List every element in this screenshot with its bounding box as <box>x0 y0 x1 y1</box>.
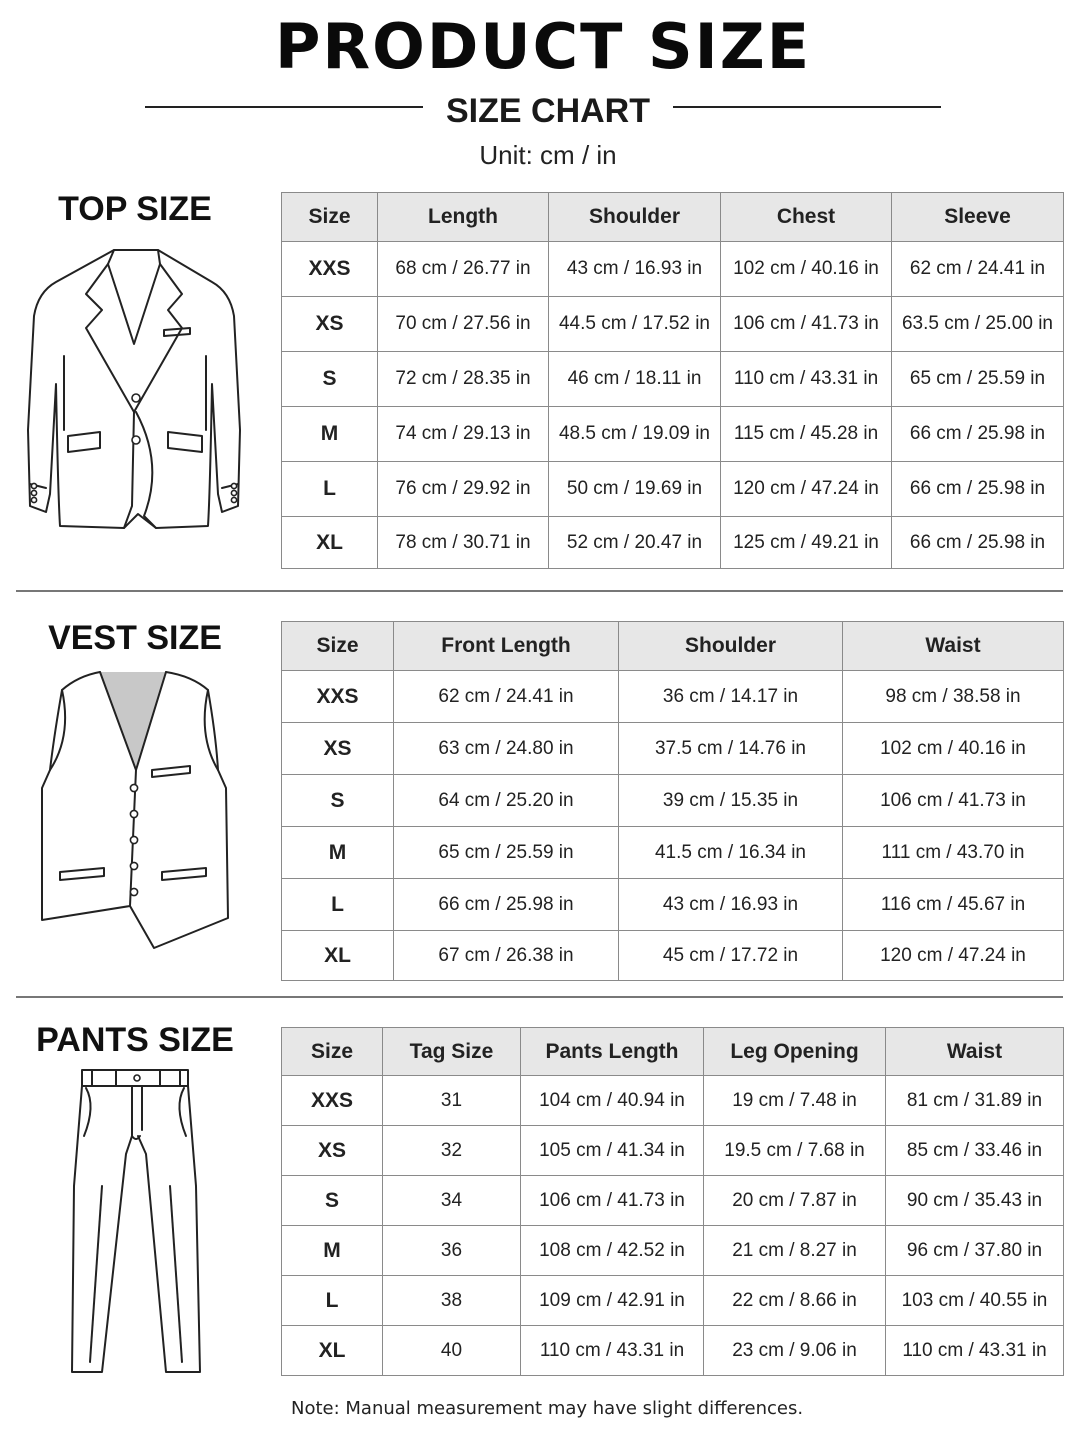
chart-subtitle: SIZE CHART <box>446 92 650 130</box>
waist-cell: 96 cm / 37.80 in <box>886 1226 1064 1276</box>
chest-cell: 120 cm / 47.24 in <box>721 462 892 517</box>
table-row <box>282 1126 1064 1176</box>
waist-cell: 98 cm / 38.58 in <box>843 671 1064 723</box>
size-cell: L <box>282 462 378 517</box>
waist-cell: 102 cm / 40.16 in <box>843 723 1064 775</box>
pants-length-cell: 105 cm / 41.34 in <box>521 1126 704 1176</box>
table-row <box>282 931 1064 981</box>
vest-header-size: Size <box>282 622 394 671</box>
top-size-table <box>281 192 1064 569</box>
length-cell: 78 cm / 30.71 in <box>378 517 549 569</box>
size-cell: XS <box>282 297 378 352</box>
tag-size-cell: 40 <box>383 1326 521 1376</box>
tag-size-cell: 34 <box>383 1176 521 1226</box>
tag-size-cell: 32 <box>383 1126 521 1176</box>
waist-cell: 90 cm / 35.43 in <box>886 1176 1064 1226</box>
size-cell: M <box>282 407 378 462</box>
chest-cell: 106 cm / 41.73 in <box>721 297 892 352</box>
pants-length-cell: 108 cm / 42.52 in <box>521 1226 704 1276</box>
vest-header-shoulder: Shoulder <box>619 622 843 671</box>
pants-length-cell: 110 cm / 43.31 in <box>521 1326 704 1376</box>
vest-header-front-length: Front Length <box>394 622 619 671</box>
waist-cell: 110 cm / 43.31 in <box>886 1326 1064 1376</box>
front-length-cell: 63 cm / 24.80 in <box>394 723 619 775</box>
sleeve-cell: 63.5 cm / 25.00 in <box>892 297 1064 352</box>
length-cell: 76 cm / 29.92 in <box>378 462 549 517</box>
pants-length-cell: 104 cm / 40.94 in <box>521 1076 704 1126</box>
pants-header-leg-opening: Leg Opening <box>704 1028 886 1076</box>
vest-header-waist: Waist <box>843 622 1064 671</box>
table-row <box>282 879 1064 931</box>
table-row <box>282 827 1064 879</box>
size-cell: L <box>282 879 394 931</box>
table-row <box>282 517 1064 569</box>
chest-cell: 125 cm / 49.21 in <box>721 517 892 569</box>
size-cell: XL <box>282 1326 383 1376</box>
pants-header-pants-length: Pants Length <box>521 1028 704 1076</box>
front-length-cell: 64 cm / 25.20 in <box>394 775 619 827</box>
pants-size-header-row <box>282 1028 1064 1076</box>
chest-cell: 110 cm / 43.31 in <box>721 352 892 407</box>
pants-header-size: Size <box>282 1028 383 1076</box>
leg-opening-cell: 19.5 cm / 7.68 in <box>704 1126 886 1176</box>
shoulder-cell: 36 cm / 14.17 in <box>619 671 843 723</box>
tag-size-cell: 31 <box>383 1076 521 1126</box>
waist-cell: 116 cm / 45.67 in <box>843 879 1064 931</box>
pants-length-cell: 106 cm / 41.73 in <box>521 1176 704 1226</box>
shoulder-cell: 43 cm / 16.93 in <box>549 242 721 297</box>
leg-opening-cell: 22 cm / 8.66 in <box>704 1276 886 1326</box>
size-cell: XL <box>282 517 378 569</box>
size-cell: S <box>282 1176 383 1226</box>
tag-size-cell: 36 <box>383 1226 521 1276</box>
waist-cell: 85 cm / 33.46 in <box>886 1126 1064 1176</box>
table-row <box>282 1076 1064 1126</box>
table-row <box>282 1226 1064 1276</box>
length-cell: 74 cm / 29.13 in <box>378 407 549 462</box>
size-cell: XS <box>282 723 394 775</box>
front-length-cell: 67 cm / 26.38 in <box>394 931 619 981</box>
vest-size-table <box>281 621 1064 981</box>
size-cell: S <box>282 352 378 407</box>
sleeve-cell: 62 cm / 24.41 in <box>892 242 1064 297</box>
waist-cell: 81 cm / 31.89 in <box>886 1076 1064 1126</box>
top-header-size: Size <box>282 193 378 242</box>
chest-cell: 102 cm / 40.16 in <box>721 242 892 297</box>
size-cell: XXS <box>282 242 378 297</box>
shoulder-cell: 48.5 cm / 19.09 in <box>549 407 721 462</box>
tag-size-cell: 38 <box>383 1276 521 1326</box>
sleeve-cell: 65 cm / 25.59 in <box>892 352 1064 407</box>
front-length-cell: 62 cm / 24.41 in <box>394 671 619 723</box>
chest-cell: 115 cm / 45.28 in <box>721 407 892 462</box>
top-header-shoulder: Shoulder <box>549 193 721 242</box>
leg-opening-cell: 23 cm / 9.06 in <box>704 1326 886 1376</box>
table-row <box>282 352 1064 407</box>
size-cell: XXS <box>282 671 394 723</box>
table-row <box>282 1326 1064 1376</box>
waist-cell: 111 cm / 43.70 in <box>843 827 1064 879</box>
leg-opening-cell: 20 cm / 7.87 in <box>704 1176 886 1226</box>
length-cell: 70 cm / 27.56 in <box>378 297 549 352</box>
top-header-length: Length <box>378 193 549 242</box>
waist-cell: 120 cm / 47.24 in <box>843 931 1064 981</box>
table-row <box>282 242 1064 297</box>
table-row <box>282 775 1064 827</box>
sleeve-cell: 66 cm / 25.98 in <box>892 462 1064 517</box>
waist-cell: 103 cm / 40.55 in <box>886 1276 1064 1326</box>
measurement-note: Note: Manual measurement may have slight differences. <box>291 1398 804 1419</box>
waist-cell: 106 cm / 41.73 in <box>843 775 1064 827</box>
vest-icon <box>38 666 232 956</box>
section-divider <box>16 590 1063 592</box>
table-row <box>282 723 1064 775</box>
shoulder-cell: 45 cm / 17.72 in <box>619 931 843 981</box>
size-cell: L <box>282 1276 383 1326</box>
top-size-label: TOP SIZE <box>58 190 212 228</box>
size-cell: XXS <box>282 1076 383 1126</box>
length-cell: 68 cm / 26.77 in <box>378 242 549 297</box>
size-cell: M <box>282 827 394 879</box>
table-row <box>282 671 1064 723</box>
pants-icon <box>66 1066 204 1380</box>
unit-label: Unit: cm / in <box>479 140 617 170</box>
size-cell: XL <box>282 931 394 981</box>
pants-size-label: PANTS SIZE <box>36 1021 234 1059</box>
shoulder-cell: 41.5 cm / 16.34 in <box>619 827 843 879</box>
leg-opening-cell: 21 cm / 8.27 in <box>704 1226 886 1276</box>
table-row <box>282 407 1064 462</box>
page-title: PRODUCT SIZE <box>274 10 812 83</box>
pants-size-table <box>281 1027 1064 1376</box>
shoulder-cell: 43 cm / 16.93 in <box>619 879 843 931</box>
shoulder-cell: 39 cm / 15.35 in <box>619 775 843 827</box>
length-cell: 72 cm / 28.35 in <box>378 352 549 407</box>
sleeve-cell: 66 cm / 25.98 in <box>892 517 1064 569</box>
pants-header-tag-size: Tag Size <box>383 1028 521 1076</box>
shoulder-cell: 46 cm / 18.11 in <box>549 352 721 407</box>
top-size-header-row <box>282 193 1064 242</box>
table-row <box>282 1276 1064 1326</box>
shoulder-cell: 50 cm / 19.69 in <box>549 462 721 517</box>
section-divider <box>16 996 1063 998</box>
leg-opening-cell: 19 cm / 7.48 in <box>704 1076 886 1126</box>
jacket-icon <box>24 244 246 534</box>
vest-size-label: VEST SIZE <box>48 619 222 657</box>
shoulder-cell: 52 cm / 20.47 in <box>549 517 721 569</box>
pants-header-waist: Waist <box>886 1028 1064 1076</box>
size-cell: M <box>282 1226 383 1276</box>
front-length-cell: 65 cm / 25.59 in <box>394 827 619 879</box>
pants-length-cell: 109 cm / 42.91 in <box>521 1276 704 1326</box>
top-header-sleeve: Sleeve <box>892 193 1064 242</box>
size-cell: XS <box>282 1126 383 1176</box>
front-length-cell: 66 cm / 25.98 in <box>394 879 619 931</box>
table-row <box>282 462 1064 517</box>
shoulder-cell: 37.5 cm / 14.76 in <box>619 723 843 775</box>
shoulder-cell: 44.5 cm / 17.52 in <box>549 297 721 352</box>
table-row <box>282 297 1064 352</box>
top-header-chest: Chest <box>721 193 892 242</box>
size-cell: S <box>282 775 394 827</box>
sleeve-cell: 66 cm / 25.98 in <box>892 407 1064 462</box>
table-row <box>282 1176 1064 1226</box>
vest-size-header-row <box>282 622 1064 671</box>
